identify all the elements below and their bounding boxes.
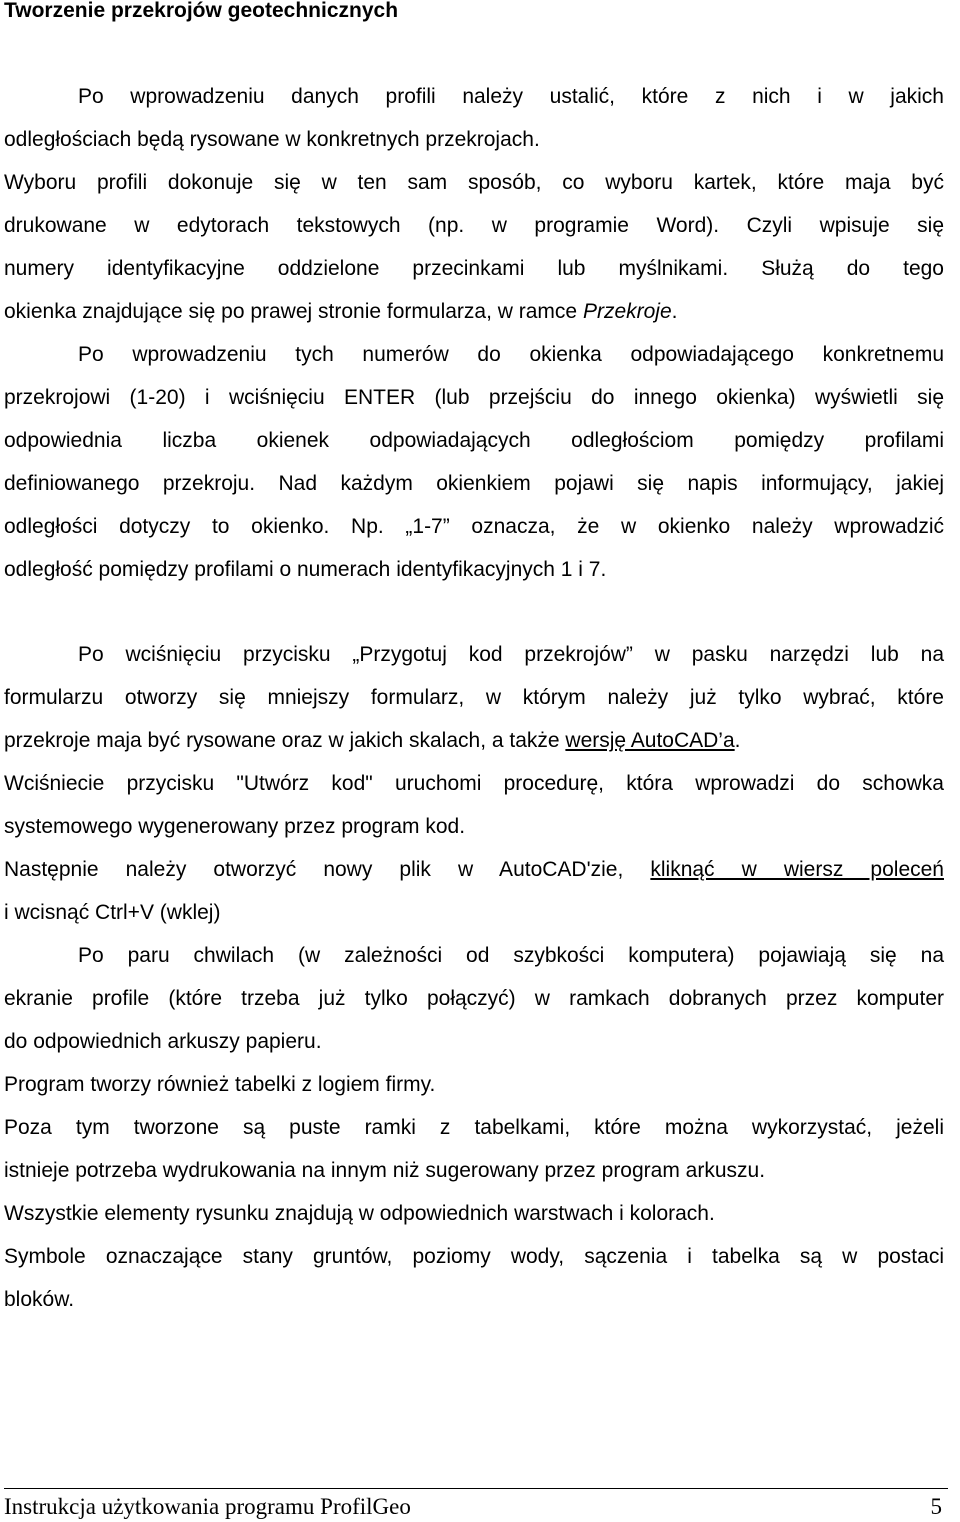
autocad-version-link: wersję AutoCAD’a xyxy=(565,729,735,752)
text-line xyxy=(4,719,944,762)
page-number: 5 xyxy=(930,1494,942,1519)
paragraph-profile-selection xyxy=(4,75,944,333)
text-line: i wcisnąć Ctrl+V (wklej) xyxy=(4,901,221,924)
text-run: przekroje maja być rysowane oraz w jakich skalach, a także xyxy=(4,729,566,752)
text-run: . xyxy=(734,729,741,752)
text-line: odpowiednia liczba okienek odpowiadających odległościom pomiędzy profilami xyxy=(4,429,944,452)
text-run: okienka znajdujące się po prawej stronie formularza, w ramce xyxy=(4,300,583,323)
text-line: odległości dotyczy to okienko. Np. „1-7” oznacza, że w okienko należy wprowadzić xyxy=(4,515,944,538)
text-run: . xyxy=(671,300,678,323)
text-line: drukowane w edytorach tekstowych (np. w programie Word). Czyli wpisuje się xyxy=(4,214,944,237)
text-line: Symbole oznaczające stany gruntów, poziomy wody, sączenia i tabelka są w postaci xyxy=(4,1245,944,1268)
text-line: Wciśniecie przycisku "Utwórz kod" uruchomi procedurę, która wprowadzi do schowka xyxy=(4,772,944,795)
text-line: systemowego wygenerowany przez program kod. xyxy=(4,815,466,838)
text-line xyxy=(4,848,944,891)
text-line: ekranie profile (które trzeba już tylko połączyć) w ramkach dobranych przez komputer xyxy=(4,987,944,1010)
text-line: do odpowiednich arkuszy papieru. xyxy=(4,1030,322,1053)
text-line: Po wprowadzeniu danych profili należy ustalić, które z nich i w jakich xyxy=(78,85,944,108)
text-line: Wszystkie elementy rysunku znajdują w odpowiednich warstwach i kolorach. xyxy=(4,1202,715,1225)
text-line: odległość pomiędzy profilami o numerach identyfikacyjnych 1 i 7. xyxy=(4,558,607,581)
text-line: Po wciśnięciu przycisku „Przygotuj kod przekrojów” w pasku narzędzi lub na xyxy=(78,643,944,666)
paragraph-code-generation xyxy=(4,633,944,1321)
text-line: Poza tym tworzone są puste ramki z tabelkami, które można wykorzystać, jeżeli xyxy=(4,1116,944,1139)
text-line xyxy=(4,290,944,333)
text-line: przekrojowi (1-20) i wciśnięciu ENTER (lub przejściu do innego okienka) wyświetli się xyxy=(4,386,944,409)
text-line: Program tworzy również tabelki z logiem firmy. xyxy=(4,1073,436,1096)
text-line: numery identyfikacyjne oddzielone przecinkami lub myślnikami. Służą do tego xyxy=(4,257,944,280)
text-line: istnieje potrzeba wydrukowania na innym niż sugerowany przez program arkuszu. xyxy=(4,1159,766,1182)
text-line: odległościach będą rysowane w konkretnych przekrojach. xyxy=(4,128,540,151)
footer-divider xyxy=(4,1488,948,1489)
frame-name-przekroje: Przekroje xyxy=(582,300,672,323)
text-line: Wyboru profili dokonuje się w ten sam sposób, co wyboru kartek, które maja być xyxy=(4,171,944,194)
text-line: formularzu otworzy się mniejszy formularz, w którym należy już tylko wybrać, które xyxy=(4,686,944,709)
paragraph-distances xyxy=(4,333,944,591)
text-line: Po paru chwilach (w zależności od szybkości komputera) pojawiają się na xyxy=(78,944,944,967)
command-line-link: kliknąć w wiersz poleceń xyxy=(650,858,944,881)
text-line: bloków. xyxy=(4,1288,75,1311)
text-line: Po wprowadzeniu tych numerów do okienka odpowiadającego konkretnemu xyxy=(78,343,944,366)
text-line: definiowanego przekroju. Nad każdym okienkiem pojawi się napis informujący, jakiej xyxy=(4,472,944,495)
footer-title: Instrukcja użytkowania programu ProfilGeo xyxy=(4,1494,411,1519)
section-title: Tworzenie przekrojów geotechnicznych xyxy=(4,0,399,22)
text-run: Następnie należy otworzyć nowy plik w AutoCAD'zie, xyxy=(4,858,651,881)
